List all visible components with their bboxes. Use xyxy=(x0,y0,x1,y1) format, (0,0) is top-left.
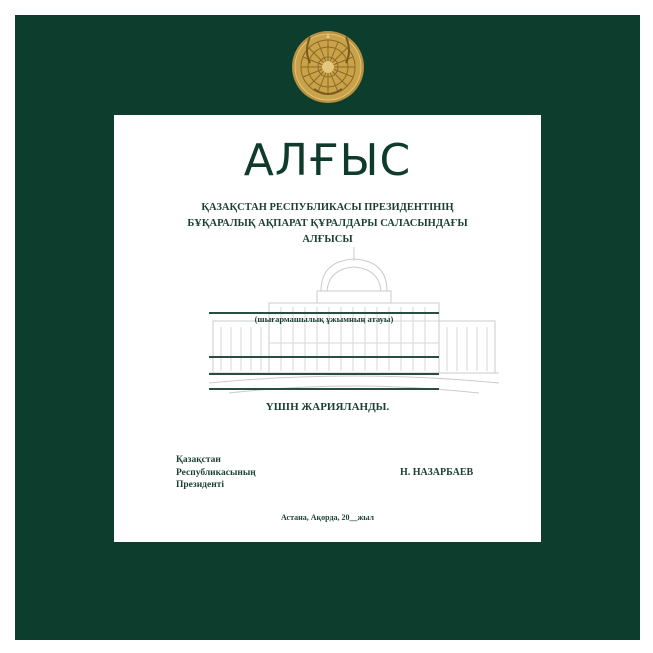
signatory-name: Н. НАЗАРБАЕВ xyxy=(400,467,474,478)
signatory-title-line: Республикасының xyxy=(176,467,256,478)
place-date: Астана, Ақорда, 20__жыл xyxy=(280,513,375,522)
fill-in-line xyxy=(209,388,439,390)
subtitle-line: АЛҒЫСЫ xyxy=(302,234,353,245)
kazakhstan-state-emblem-icon xyxy=(290,29,366,105)
fill-in-line xyxy=(209,356,439,358)
work-caption: (шығармашылық ұжымның атауы) xyxy=(254,314,394,324)
subtitle-line: ҚАЗАҚСТАН РЕСПУБЛИКАСЫ ПРЕЗИДЕНТІНІҢ xyxy=(201,202,454,213)
signatory-title-line: Қазақстан xyxy=(176,455,221,465)
subtitle-line: БҰҚАРАЛЫҚ АҚПАРАТ ҚҰРАЛДАРЫ САЛАСЫНДАҒЫ xyxy=(187,218,468,229)
certificate-title: АЛҒЫС xyxy=(243,135,412,186)
announced-text: ҮШІН ЖАРИЯЛАНДЫ. xyxy=(265,401,390,413)
fill-in-line xyxy=(209,373,439,375)
certificate-sheet xyxy=(114,115,541,542)
signatory-title xyxy=(176,454,296,492)
signatory-title-line: Президенті xyxy=(176,480,224,490)
certificate-subtitle xyxy=(154,200,501,248)
